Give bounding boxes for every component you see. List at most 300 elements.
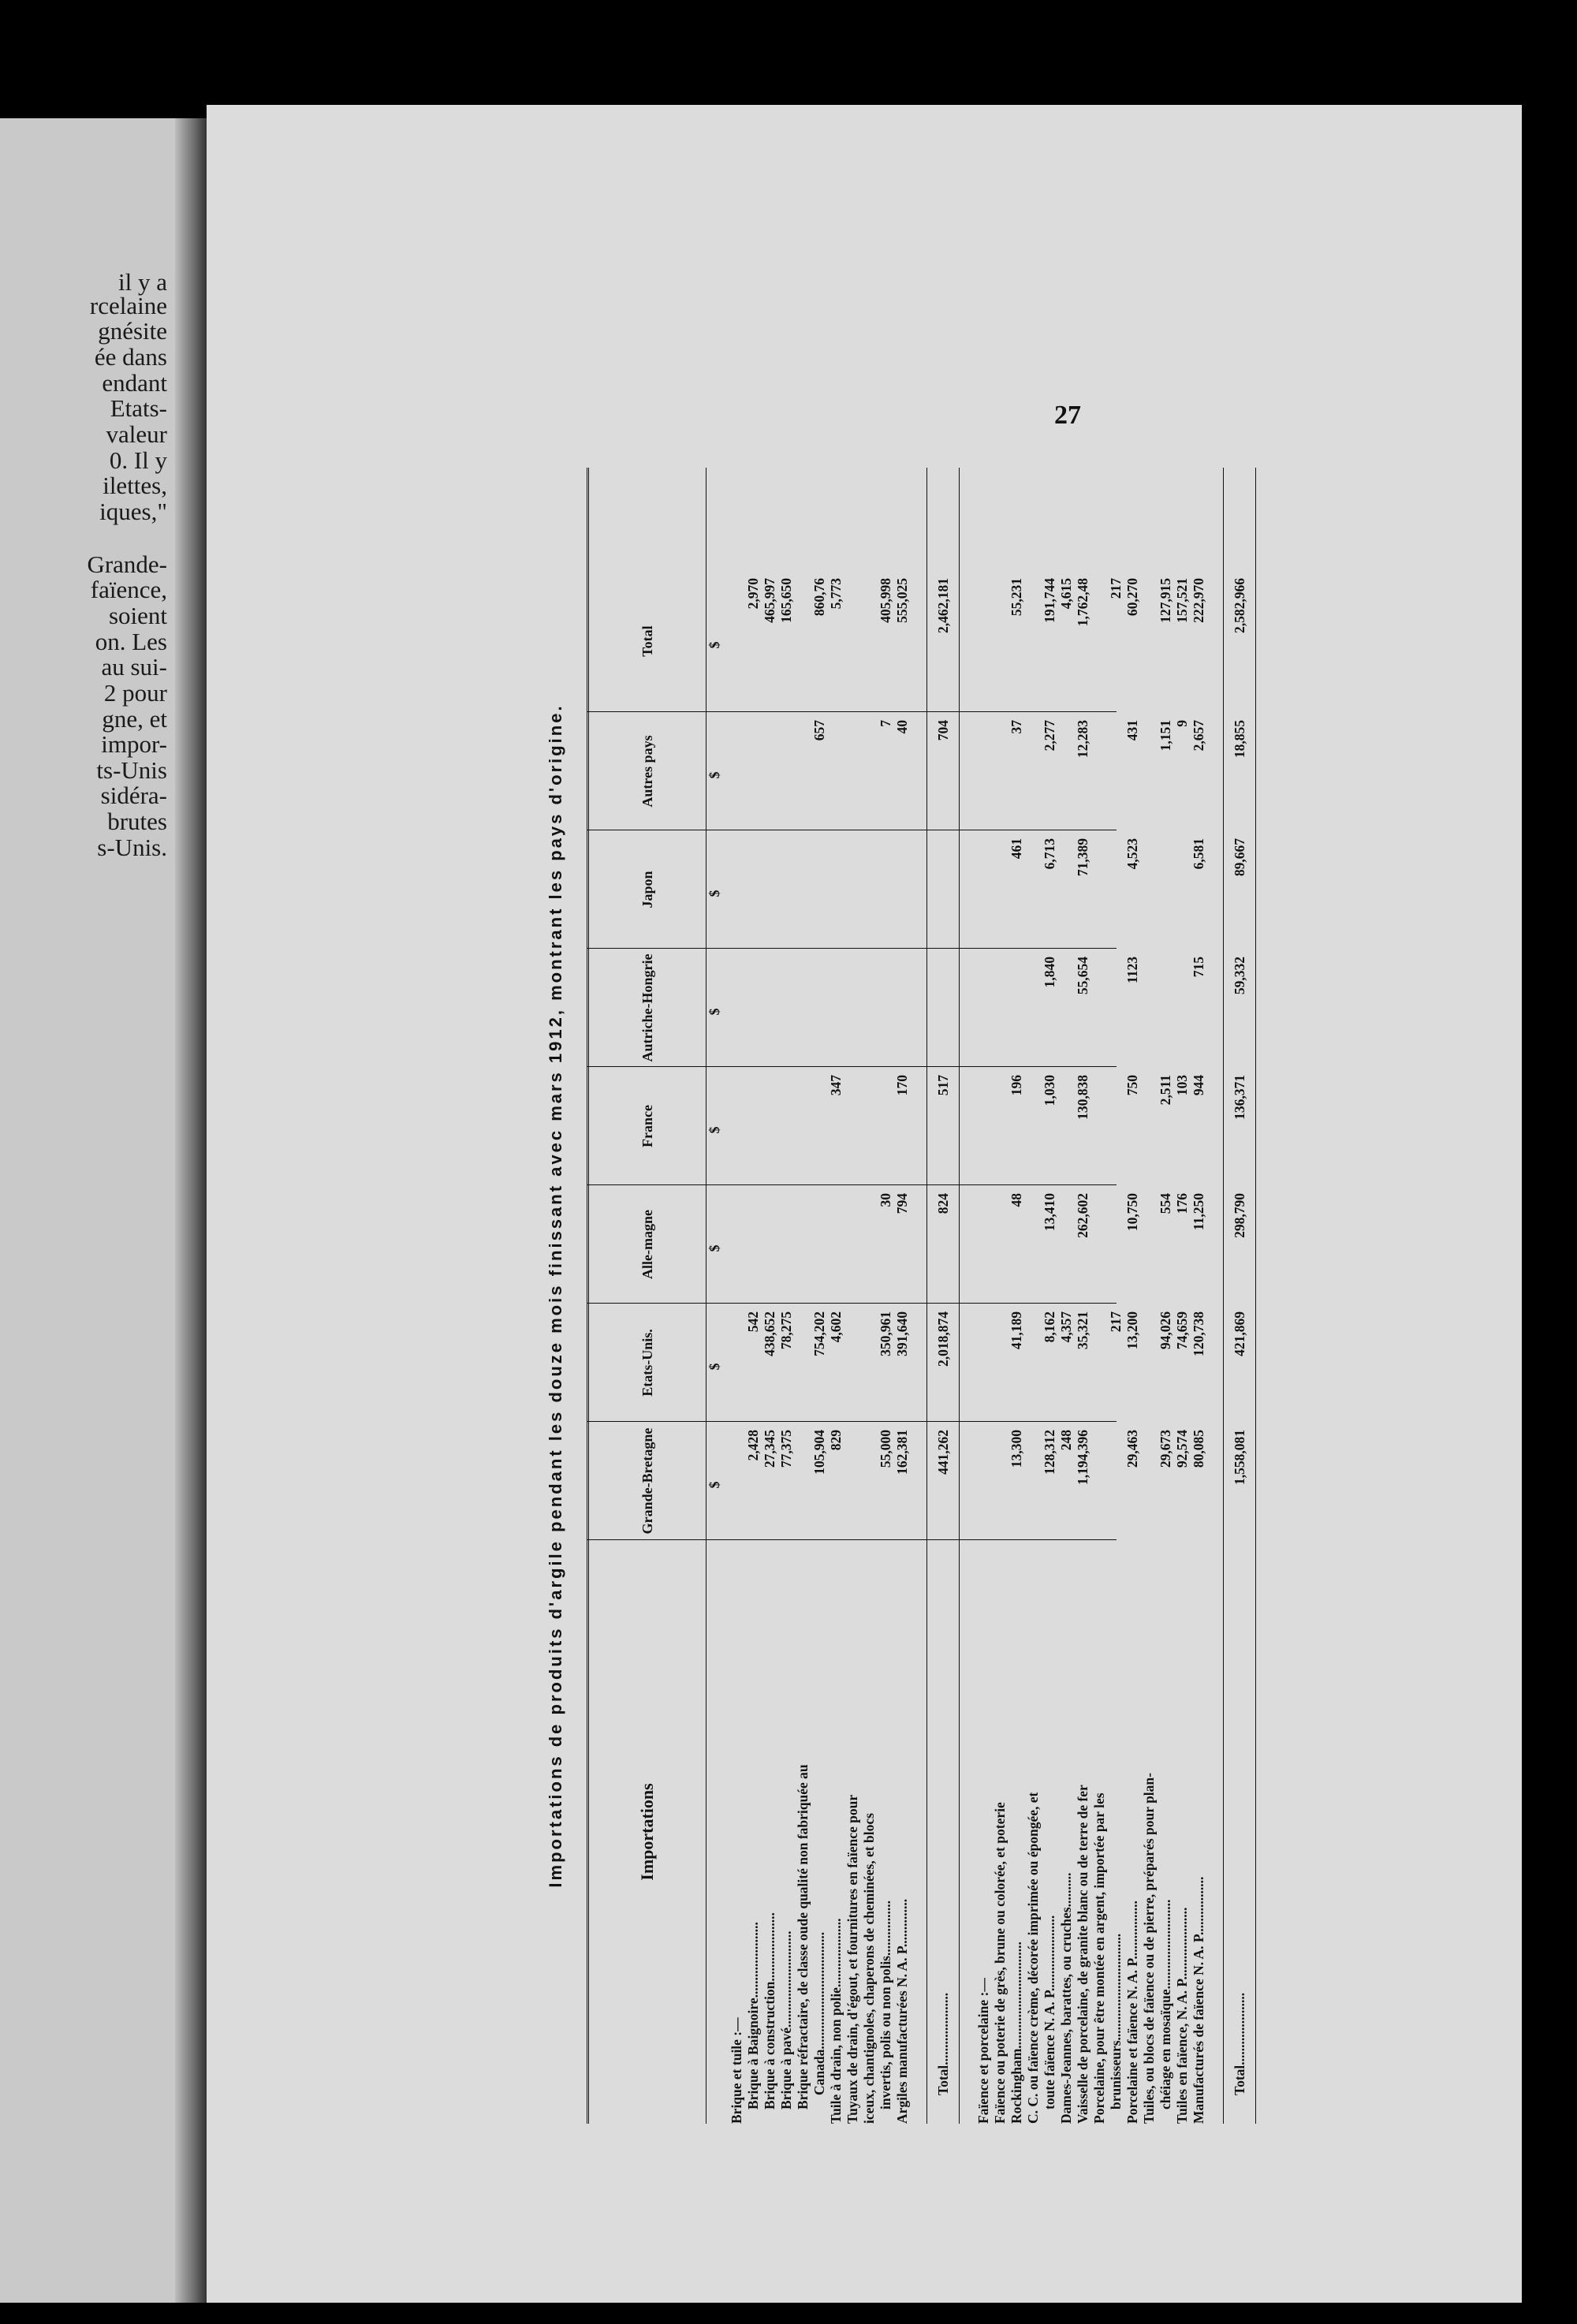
- value-cell: 441,262: [935, 1430, 951, 1475]
- value-cell: 92,574: [1174, 1430, 1190, 1468]
- row-label: Canada..................................: [811, 1931, 827, 2095]
- value-cell: [1025, 1422, 1042, 1540]
- value-cell: [1141, 570, 1158, 712]
- page-fold-shadow: [175, 118, 207, 2303]
- value-cell: 298,790: [1232, 1193, 1247, 1238]
- value-cell: 2,428: [745, 1430, 761, 1461]
- value-cell: [894, 830, 911, 949]
- left-page-line: rcelaine: [89, 292, 167, 319]
- value-cell: 48: [1008, 1193, 1024, 1207]
- value-cell: [844, 1067, 861, 1185]
- value-cell: [729, 570, 745, 712]
- value-cell: [992, 830, 1008, 949]
- table-row: [1158, 468, 1174, 2124]
- value-cell: 80,085: [1191, 1430, 1206, 1468]
- value-cell: [1141, 1185, 1158, 1304]
- left-page: [0, 118, 207, 2303]
- value-cell: [844, 1185, 861, 1304]
- value-cell: 13,410: [1042, 1193, 1057, 1232]
- value-cell: 1,840: [1042, 957, 1057, 988]
- value-cell: 4,602: [828, 1311, 844, 1343]
- value-cell: [927, 830, 959, 949]
- value-cell: [729, 1304, 745, 1422]
- value-cell: [729, 1422, 745, 1540]
- value-cell: [894, 949, 911, 1067]
- value-cell: 542: [745, 1311, 761, 1333]
- table-row: [878, 468, 894, 2124]
- value-cell: [844, 712, 861, 830]
- value-cell: [778, 1067, 795, 1185]
- value-cell: [745, 830, 762, 949]
- left-page-line: Etats-: [110, 394, 167, 422]
- column-header: Total: [639, 625, 655, 657]
- value-cell: 165,650: [778, 578, 794, 623]
- value-cell: [795, 1422, 811, 1540]
- value-cell: [927, 949, 959, 1067]
- value-cell: [762, 830, 778, 949]
- value-cell: [1025, 949, 1042, 1067]
- value-cell: 517: [935, 1075, 951, 1096]
- value-cell: 8,162: [1042, 1311, 1057, 1343]
- row-label: Brique à construction....................: [762, 1912, 777, 2110]
- value-cell: [1141, 949, 1158, 1067]
- value-cell: [1091, 1304, 1108, 1422]
- value-cell: 1,030: [1042, 1075, 1057, 1106]
- currency-symbol: $: [706, 1481, 722, 1489]
- value-cell: [745, 949, 762, 1067]
- value-cell: [795, 712, 811, 830]
- value-cell: 4,523: [1124, 838, 1140, 870]
- table-title: Importations de produits d'argile pendant les douze mois finissant avec mars 1912, montrant les pays d'origine.: [546, 703, 565, 1888]
- left-page-line: ilettes,: [103, 472, 167, 499]
- column-header: Autres pays: [639, 735, 655, 808]
- value-cell: 191,744: [1042, 578, 1057, 623]
- table-row: [1141, 468, 1158, 2124]
- left-page-line: Grande-: [87, 550, 167, 578]
- column-divider: [587, 1303, 1117, 1304]
- value-cell: 715: [1191, 957, 1206, 978]
- value-cell: 1,194,396: [1075, 1430, 1090, 1485]
- value-cell: [1141, 830, 1158, 949]
- value-cell: 438,652: [762, 1311, 777, 1356]
- value-cell: [844, 570, 861, 712]
- value-cell: [762, 949, 778, 1067]
- value-cell: [1108, 1422, 1124, 1540]
- value-cell: [844, 1422, 861, 1540]
- value-cell: [1025, 1185, 1042, 1304]
- row-label: Total.....................: [935, 1992, 951, 2095]
- value-cell: [1091, 570, 1108, 712]
- value-cell: 105,904: [811, 1430, 827, 1475]
- value-cell: 127,915: [1158, 578, 1173, 623]
- left-page-line: au sui-: [101, 653, 167, 681]
- left-page-line: valeur: [106, 420, 167, 448]
- value-cell: 130,838: [1075, 1075, 1090, 1120]
- value-cell: [1091, 1422, 1108, 1540]
- value-cell: [975, 570, 992, 712]
- spacer: [911, 468, 926, 2124]
- row-label: Porcelaine et faïence N. A. P.................: [1124, 1901, 1140, 2124]
- value-cell: [1108, 1185, 1124, 1304]
- value-cell: [729, 1185, 745, 1304]
- page-number: 27: [1054, 401, 1081, 430]
- value-cell: [992, 712, 1008, 830]
- value-cell: 78,275: [778, 1311, 794, 1350]
- value-cell: [1058, 949, 1075, 1067]
- value-cell: 704: [935, 720, 951, 741]
- value-cell: 4,357: [1058, 1311, 1074, 1343]
- table-row: [762, 468, 778, 2124]
- value-cell: [729, 1067, 745, 1185]
- value-cell: 1,151: [1158, 720, 1173, 752]
- value-cell: 794: [894, 1193, 910, 1214]
- value-cell: 13,200: [1124, 1311, 1140, 1350]
- left-page-line: endant: [102, 369, 167, 397]
- value-cell: 6,581: [1191, 838, 1206, 870]
- value-cell: 196: [1008, 1075, 1024, 1096]
- value-cell: 41,189: [1008, 1311, 1024, 1350]
- value-cell: [861, 830, 878, 949]
- value-cell: [1091, 830, 1108, 949]
- value-cell: [811, 1067, 828, 1185]
- value-cell: [975, 712, 992, 830]
- value-cell: [795, 570, 811, 712]
- value-cell: [1058, 712, 1075, 830]
- subtotal-row: [926, 468, 960, 2124]
- row-label: Tuiles, ou blocs de faïence ou de pierre, préparés pour plan-: [1141, 1773, 1157, 2124]
- value-cell: [992, 570, 1008, 712]
- row-label: Brique et tuile :—: [729, 2017, 744, 2124]
- currency-symbol: $: [706, 1126, 722, 1134]
- value-cell: 1,762,48: [1075, 578, 1090, 627]
- value-cell: 465,997: [762, 578, 777, 623]
- value-cell: [861, 1185, 878, 1304]
- row-label: Faïence ou poterie de grès, brune ou colorée, et poterie: [992, 1802, 1008, 2124]
- left-page-line: ée dans: [94, 343, 167, 371]
- value-cell: [795, 1304, 811, 1422]
- value-cell: 170: [894, 1075, 910, 1096]
- value-cell: [795, 949, 811, 1067]
- column-header: France: [639, 1105, 655, 1147]
- table-row: [828, 468, 844, 2124]
- value-cell: [1091, 949, 1108, 1067]
- value-cell: [1091, 1067, 1108, 1185]
- row-label: brunisseurs...............................: [1108, 1933, 1124, 2110]
- value-cell: 89,667: [1232, 838, 1247, 877]
- currency-symbol: $: [706, 641, 722, 649]
- value-cell: 7: [878, 720, 893, 727]
- value-cell: 162,381: [894, 1430, 910, 1475]
- value-cell: [762, 1067, 778, 1185]
- row-label: Manufacturés de faïence N. A. P.................: [1191, 1876, 1206, 2124]
- table-row: [861, 468, 878, 2124]
- value-cell: 391,640: [894, 1311, 910, 1356]
- value-cell: [861, 1422, 878, 1540]
- value-cell: 40: [894, 720, 910, 734]
- value-cell: 55,654: [1075, 957, 1090, 995]
- value-cell: [1058, 1067, 1075, 1185]
- value-cell: 176: [1174, 1193, 1190, 1214]
- value-cell: [828, 830, 844, 949]
- value-cell: [1158, 830, 1174, 949]
- left-page-line: impor-: [101, 730, 167, 758]
- value-cell: 60,270: [1124, 578, 1140, 617]
- value-cell: [828, 1185, 844, 1304]
- column-header: Grande-Bretagne: [639, 1427, 655, 1535]
- value-cell: 11,250: [1191, 1193, 1206, 1231]
- left-page-line: brutes: [107, 808, 167, 835]
- left-page-line: faïence,: [90, 576, 167, 603]
- value-cell: [992, 1067, 1008, 1185]
- value-cell: [975, 1422, 992, 1540]
- value-cell: 754,202: [811, 1311, 827, 1356]
- value-cell: [1025, 1304, 1042, 1422]
- value-cell: [1058, 1185, 1075, 1304]
- value-cell: 29,673: [1158, 1430, 1173, 1468]
- value-cell: [1141, 1422, 1158, 1540]
- left-page-line: gne, et: [102, 705, 167, 733]
- table-row: [811, 468, 828, 2124]
- value-cell: 262,602: [1075, 1193, 1090, 1238]
- spacer: [960, 468, 975, 2124]
- value-cell: [1025, 1067, 1042, 1185]
- left-page-line: on. Les: [95, 628, 167, 655]
- value-cell: 2,462,181: [935, 578, 951, 633]
- value-cell: 5,773: [828, 578, 844, 610]
- value-cell: 860,76: [811, 578, 827, 617]
- value-cell: 59,332: [1232, 957, 1247, 995]
- value-cell: 55,000: [878, 1430, 893, 1468]
- value-cell: 750: [1124, 1075, 1140, 1096]
- value-cell: 1,558,081: [1232, 1430, 1247, 1485]
- value-cell: 829: [828, 1430, 844, 1451]
- value-cell: [729, 830, 745, 949]
- value-cell: 431: [1124, 720, 1140, 741]
- row-label: Total.....................: [1232, 1992, 1247, 2095]
- column-divider: [587, 948, 1117, 949]
- value-cell: 6,713: [1042, 838, 1057, 870]
- value-cell: [1141, 1067, 1158, 1185]
- row-label: Tuyaux de drain, d'égout, et fournitures en faïence pour: [844, 1794, 860, 2124]
- row-label: Porcelaine, pour être montée en argent, importée par les: [1091, 1792, 1107, 2124]
- column-header: Importations: [637, 1783, 657, 1881]
- value-cell: 421,869: [1232, 1311, 1247, 1356]
- value-cell: 37: [1008, 720, 1024, 734]
- value-cell: 347: [828, 1075, 844, 1096]
- row-label: Vaisselle de porcelaine, de granite blanc ou de terre de fer: [1075, 1785, 1090, 2124]
- value-cell: [861, 570, 878, 712]
- value-cell: 1123: [1124, 957, 1140, 984]
- value-cell: [975, 830, 992, 949]
- value-cell: [778, 1185, 795, 1304]
- row-label: Tuiles en faïence, N. A. P.....................: [1174, 1907, 1190, 2124]
- value-cell: [811, 1185, 828, 1304]
- value-cell: [778, 949, 795, 1067]
- value-cell: 824: [935, 1193, 951, 1214]
- value-cell: [1091, 1185, 1108, 1304]
- value-cell: [992, 1422, 1008, 1540]
- value-cell: 128,312: [1042, 1430, 1057, 1475]
- value-cell: [1058, 830, 1075, 949]
- value-cell: 554: [1158, 1193, 1173, 1214]
- table-row: [1042, 468, 1058, 2124]
- value-cell: [1141, 1304, 1158, 1422]
- value-cell: 350,961: [878, 1311, 893, 1356]
- value-cell: [745, 1185, 762, 1304]
- value-cell: 13,300: [1008, 1430, 1024, 1468]
- table-row: [1124, 468, 1141, 2124]
- value-cell: [975, 1304, 992, 1422]
- left-page-line: soient: [108, 602, 167, 629]
- value-cell: [844, 830, 861, 949]
- value-cell: 120,738: [1191, 1311, 1206, 1356]
- table-row: [894, 468, 911, 2124]
- value-cell: [778, 830, 795, 949]
- row-label: Dames-Jeannes, barattes, ou cruches..........: [1058, 1872, 1074, 2124]
- currency-row: [706, 468, 729, 2124]
- table-row: [1075, 468, 1091, 2124]
- row-label: Brique à pavé............................: [778, 1930, 794, 2110]
- left-page-line: ts-Unis: [96, 756, 167, 784]
- value-cell: [844, 1304, 861, 1422]
- currency-symbol: $: [706, 771, 722, 779]
- value-cell: [992, 1304, 1008, 1422]
- value-cell: [762, 712, 778, 830]
- left-page-line: il y a: [118, 268, 167, 296]
- table-row: [1091, 468, 1108, 2124]
- grand-total-row: [1223, 468, 1256, 2124]
- spacer: [1207, 468, 1223, 2124]
- value-cell: 136,371: [1232, 1075, 1247, 1120]
- table-row: [1174, 468, 1191, 2124]
- left-page-line: sidéra-: [100, 782, 167, 809]
- value-cell: 157,521: [1174, 578, 1190, 623]
- value-cell: 2,511: [1158, 1075, 1173, 1106]
- table-row: [992, 468, 1008, 2124]
- row-label: chéiage en mosaïque..........................: [1158, 1899, 1173, 2110]
- value-cell: [878, 830, 894, 949]
- value-cell: [992, 1185, 1008, 1304]
- table-row: [1008, 468, 1025, 2124]
- value-cell: [828, 949, 844, 1067]
- value-cell: 217: [1108, 578, 1124, 599]
- value-cell: [1174, 830, 1191, 949]
- value-cell: [975, 1185, 992, 1304]
- row-label: Brique réfractaire, de classe oude qualité non fabriquée au: [795, 1764, 811, 2110]
- value-cell: [975, 1067, 992, 1185]
- rotated-table: [546, 468, 1334, 2124]
- value-cell: [878, 1067, 894, 1185]
- value-cell: [1108, 830, 1124, 949]
- value-cell: [861, 1304, 878, 1422]
- value-cell: [745, 1067, 762, 1185]
- value-cell: 222,970: [1191, 578, 1206, 623]
- table-row: [844, 468, 861, 2124]
- value-cell: 29,463: [1124, 1430, 1140, 1468]
- column-divider: [587, 1421, 1117, 1422]
- value-cell: [1108, 1067, 1124, 1185]
- value-cell: [1158, 949, 1174, 1067]
- table-row: [745, 468, 762, 2124]
- column-header: Alle-magne: [639, 1210, 655, 1279]
- value-cell: [844, 949, 861, 1067]
- value-cell: 103: [1174, 1075, 1190, 1096]
- value-cell: 2,657: [1191, 720, 1206, 752]
- value-cell: 2,277: [1042, 720, 1057, 752]
- value-cell: [1141, 712, 1158, 830]
- left-page-line: 2 pour: [103, 679, 167, 707]
- table-row: [975, 468, 992, 2124]
- value-cell: [1008, 949, 1025, 1067]
- value-cell: 2,970: [745, 578, 761, 610]
- value-cell: 944: [1191, 1075, 1206, 1096]
- value-cell: [1025, 830, 1042, 949]
- right-page: [207, 105, 1522, 2303]
- value-cell: 657: [811, 720, 827, 741]
- table-row: [729, 468, 745, 2124]
- column-header: Etats-Unis.: [639, 1329, 655, 1397]
- value-cell: [762, 1185, 778, 1304]
- row-label: Faïence et porcelaine :—: [975, 1978, 991, 2124]
- left-page-line: iques,": [99, 498, 167, 525]
- value-cell: [778, 712, 795, 830]
- value-cell: [729, 949, 745, 1067]
- value-cell: 12,283: [1075, 720, 1090, 759]
- row-label: Tuile à drain, non polie....................: [828, 1918, 844, 2124]
- value-cell: [861, 949, 878, 1067]
- value-cell: [992, 949, 1008, 1067]
- currency-symbol: $: [706, 1008, 722, 1016]
- value-cell: 2,018,874: [935, 1311, 951, 1367]
- value-cell: 461: [1008, 838, 1024, 860]
- value-cell: [1108, 949, 1124, 1067]
- value-cell: 555,025: [894, 578, 910, 623]
- value-cell: [828, 712, 844, 830]
- row-label: Rockingham...............................: [1008, 1942, 1024, 2124]
- value-cell: [795, 1185, 811, 1304]
- value-cell: [878, 949, 894, 1067]
- value-cell: 18,855: [1232, 720, 1247, 759]
- value-cell: [861, 712, 878, 830]
- value-cell: [795, 830, 811, 949]
- row-label: invertis, polis ou non polis................: [878, 1901, 893, 2110]
- value-cell: [1025, 712, 1042, 830]
- value-cell: [729, 712, 745, 830]
- left-page-line: gnésite: [98, 317, 167, 345]
- value-cell: 27,345: [762, 1430, 777, 1468]
- column-divider: [587, 1184, 1117, 1185]
- row-label: toute faïence N. A. P......................: [1042, 1915, 1057, 2110]
- column-header: Autriche-Hongrie: [639, 953, 655, 1062]
- value-cell: [811, 830, 828, 949]
- value-cell: 55,231: [1008, 578, 1024, 617]
- left-page-line: s-Unis.: [97, 834, 167, 861]
- value-cell: 217: [1108, 1311, 1124, 1333]
- row-label: iceux, chantignoles, chaperons de cheminées, et blocs: [861, 1813, 877, 2124]
- value-cell: 4,615: [1058, 578, 1074, 610]
- value-cell: [1091, 712, 1108, 830]
- currency-symbol: $: [706, 890, 722, 897]
- row-label: Argiles manufacturées N. A. P..............: [894, 1898, 910, 2124]
- table-row: [1108, 468, 1124, 2124]
- value-cell: [1174, 949, 1191, 1067]
- table-row: [1025, 468, 1042, 2124]
- table-row: [1191, 468, 1207, 2124]
- value-cell: [975, 949, 992, 1067]
- table-header-row: [589, 468, 706, 2124]
- table-row: [795, 468, 811, 2124]
- value-cell: 248: [1058, 1430, 1074, 1451]
